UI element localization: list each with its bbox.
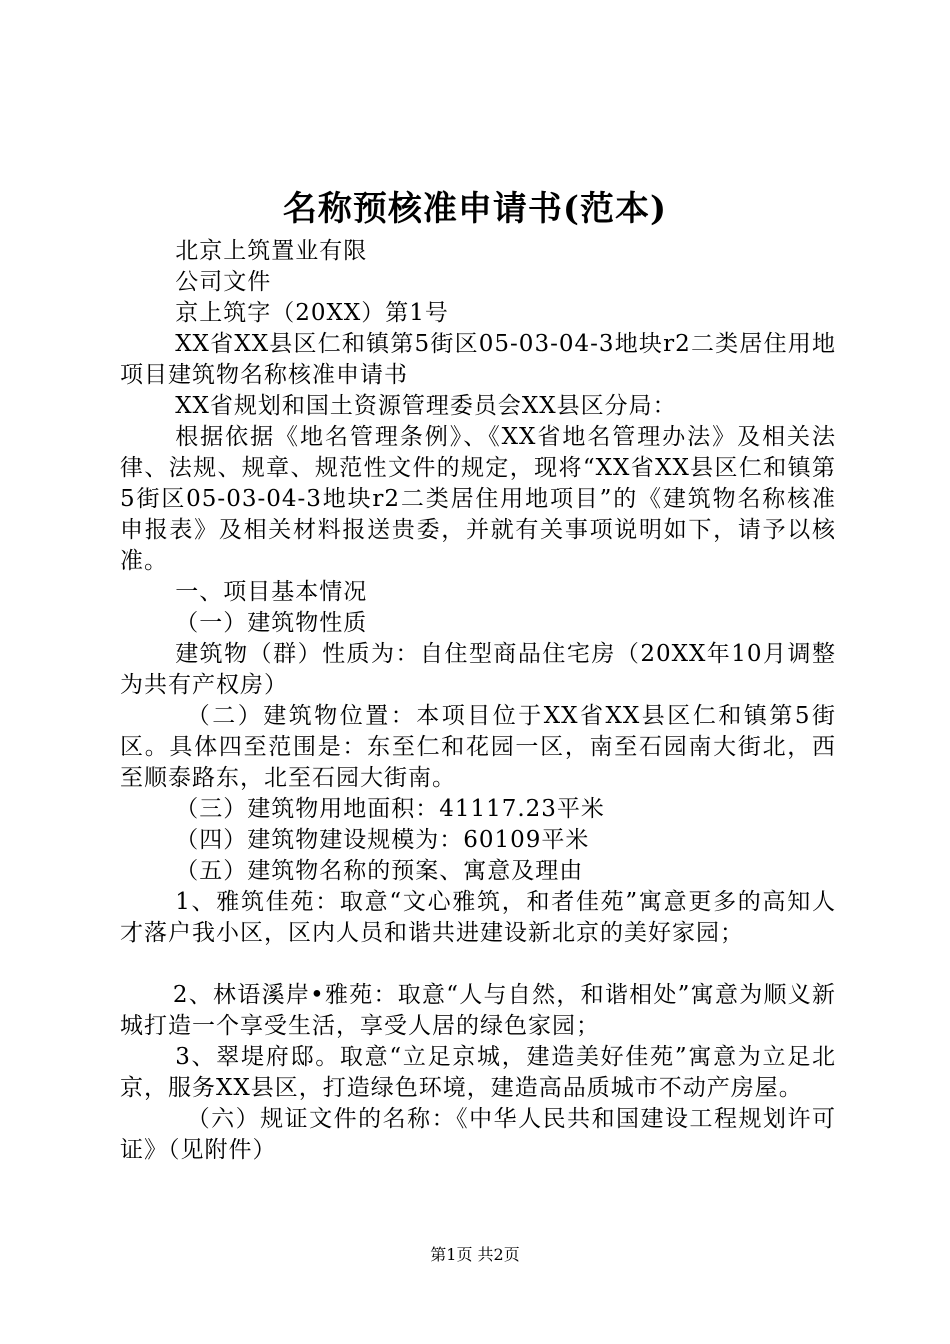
name-proposal-3: 3、翠堤府邸。取意“立足京城，建造美好佳苑”寓意为立足北京，服务XX县区，打造绿色环境，建造高品质城市不动产房屋。 xyxy=(120,1044,836,1101)
name-proposal-2: 2、林语溪岸•雅苑：取意“人与自然，和谐相处”寓意为顺义新城打造一个享受生活，享受人居的绿色家园； xyxy=(120,982,836,1039)
section-heading-basic-info: 一、项目基本情况 xyxy=(175,579,368,605)
subsection-nature: （一）建筑物性质 xyxy=(175,610,368,636)
company-file-line: 公司文件 xyxy=(175,269,272,295)
intro-paragraph: 根据依据《地名管理条例》、《XX省地名管理办法》及相关法律、法规、规章、规范性文件的规定，现将“XX省XX县区仁和镇第5街区05-03-04-3地块r2二类居住用地项目”的《建筑物名称核准申报表》及相关材料报送贵委，并就有关事项说明如下，请予以核准。 xyxy=(120,424,836,574)
subsection-permit-document: （六）规证文件的名称：《中华人民共和国建设工程规划许可证》（见附件） xyxy=(120,1106,836,1163)
blank-line xyxy=(120,949,836,980)
subsection-location: （二）建筑物位置：本项目位于XX省XX县区仁和镇第5街区。具体四至范围是：东至仁和花园一区，南至石园南大街北，西至顺泰路东，北至石园大街南。 xyxy=(120,703,836,791)
company-name-line: 北京上筑置业有限 xyxy=(175,238,368,264)
subsection-scale: （四）建筑物建设规模为：60109平米 xyxy=(175,827,590,853)
subsection-name-proposals: （五）建筑物名称的预案、寓意及理由 xyxy=(175,858,584,884)
subsection-land-area: （三）建筑物用地面积：41117.23平米 xyxy=(175,796,605,822)
document-number: 京上筑字（20XX）第1号 xyxy=(175,300,449,326)
application-subject: XX省XX县区仁和镇第5街区05-03-04-3地块r2二类居住用地项目建筑物名称核准申请书 xyxy=(120,331,836,388)
document-title: 名称预核准申请书(范本) xyxy=(282,189,668,229)
building-nature-text: 建筑物（群）性质为：自住型商品住宅房（20XX年10月调整为共有产权房） xyxy=(120,641,836,698)
addressee: XX省规划和国土资源管理委员会XX县区分局： xyxy=(175,393,677,419)
name-proposal-1: 1、雅筑佳苑：取意“文心雅筑，和者佳苑”寓意更多的高知人才落户我小区，区内人员和谐共进建设新北京的美好家园； xyxy=(120,889,836,946)
page-footer: 第1页 共2页 xyxy=(430,1245,520,1264)
document-body xyxy=(120,236,836,1166)
